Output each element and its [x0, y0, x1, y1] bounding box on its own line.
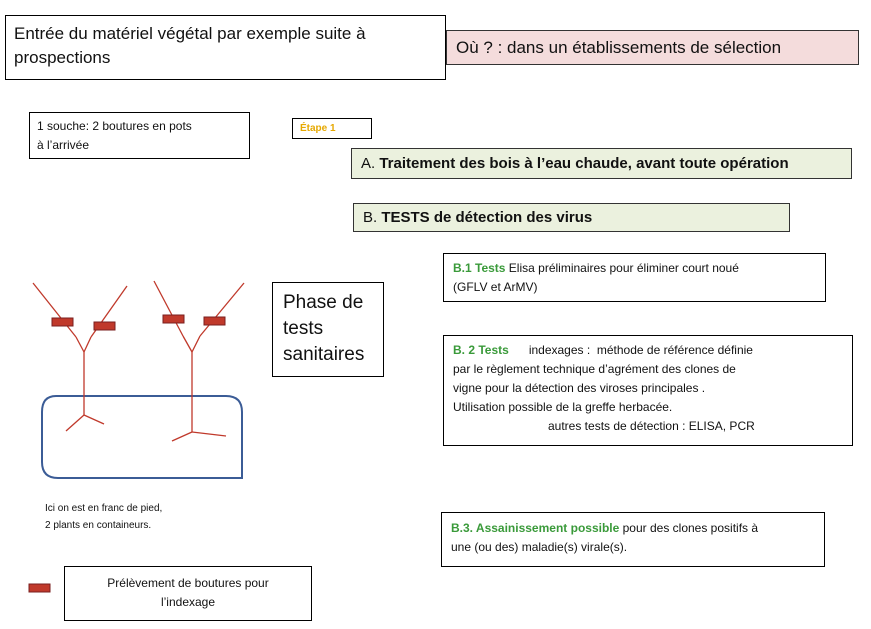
entry-title-box — [5, 15, 446, 80]
b2-line3: vigne pour la détection des viroses principales . — [453, 381, 706, 395]
step-b-box — [353, 203, 790, 232]
legend-line1: Prélèvement de boutures pour — [107, 576, 269, 590]
b2-line2: par le règlement technique d’agrément des clones de — [453, 362, 736, 376]
note-line1: Ici on est en franc de pied, — [45, 503, 163, 514]
b3-label: B.3. Assainissement possible — [451, 521, 620, 535]
plant-right — [154, 281, 244, 441]
legend-line2: l’indexage — [160, 595, 216, 609]
souche-box — [29, 112, 250, 159]
b3-text: pour des clones positifs à — [619, 521, 759, 535]
b2-label: B. 2 Tests — [453, 343, 509, 357]
b3-line2: une (ou des) maladie(s) virale(s). — [451, 540, 628, 554]
etape-label: Étape 1 — [300, 123, 336, 134]
b2-text: indexages : méthode de référence définie — [508, 343, 753, 357]
souche-line2: à l’arrivée — [37, 138, 90, 152]
cutting-marker — [204, 317, 225, 325]
plant-left — [33, 283, 127, 431]
b2-line4: Utilisation possible de la greffe herbacée. — [453, 400, 673, 414]
step-a-box — [351, 148, 852, 179]
note-line2: 2 plants en containeurs. — [45, 520, 152, 531]
entry-title-line1: Entrée du matériel végétal par exemple suite à — [14, 24, 366, 43]
step-b-prefix: B. — [363, 209, 382, 226]
legend-cutting-marker — [29, 584, 50, 592]
cutting-marker — [52, 318, 73, 326]
where-text: Où ? : dans un établissements de sélection — [456, 38, 782, 57]
b2-line5: autres tests de détection : ELISA, PCR — [548, 419, 755, 433]
container-outline — [42, 396, 242, 478]
container-note — [45, 500, 265, 534]
phase-line2: tests — [283, 318, 324, 339]
cutting-marker — [94, 322, 115, 330]
phase-line1: Phase de — [283, 292, 364, 313]
phase-line3: sanitaires — [283, 344, 365, 365]
etape-box — [292, 118, 372, 139]
b3-box — [441, 512, 825, 567]
souche-line1: 1 souche: 2 boutures en pots — [37, 119, 192, 133]
entry-title-line2: prospections — [14, 48, 111, 67]
legend-box — [64, 566, 312, 621]
phase-box — [272, 282, 384, 377]
b1-label: B.1 Tests — [453, 261, 506, 275]
step-a-text: Traitement des bois à l’eau chaude, avant toute opération — [379, 155, 789, 172]
b2-box — [443, 335, 853, 446]
b1-text: Elisa préliminaires pour éliminer court noué — [505, 261, 739, 275]
step-b-text: TESTS de détection des virus — [381, 209, 593, 226]
step-a-prefix: A. — [361, 155, 380, 172]
cutting-marker — [163, 315, 184, 323]
b1-line2: (GFLV et ArMV) — [453, 280, 538, 294]
where-box — [446, 30, 859, 65]
b1-box — [443, 253, 826, 302]
